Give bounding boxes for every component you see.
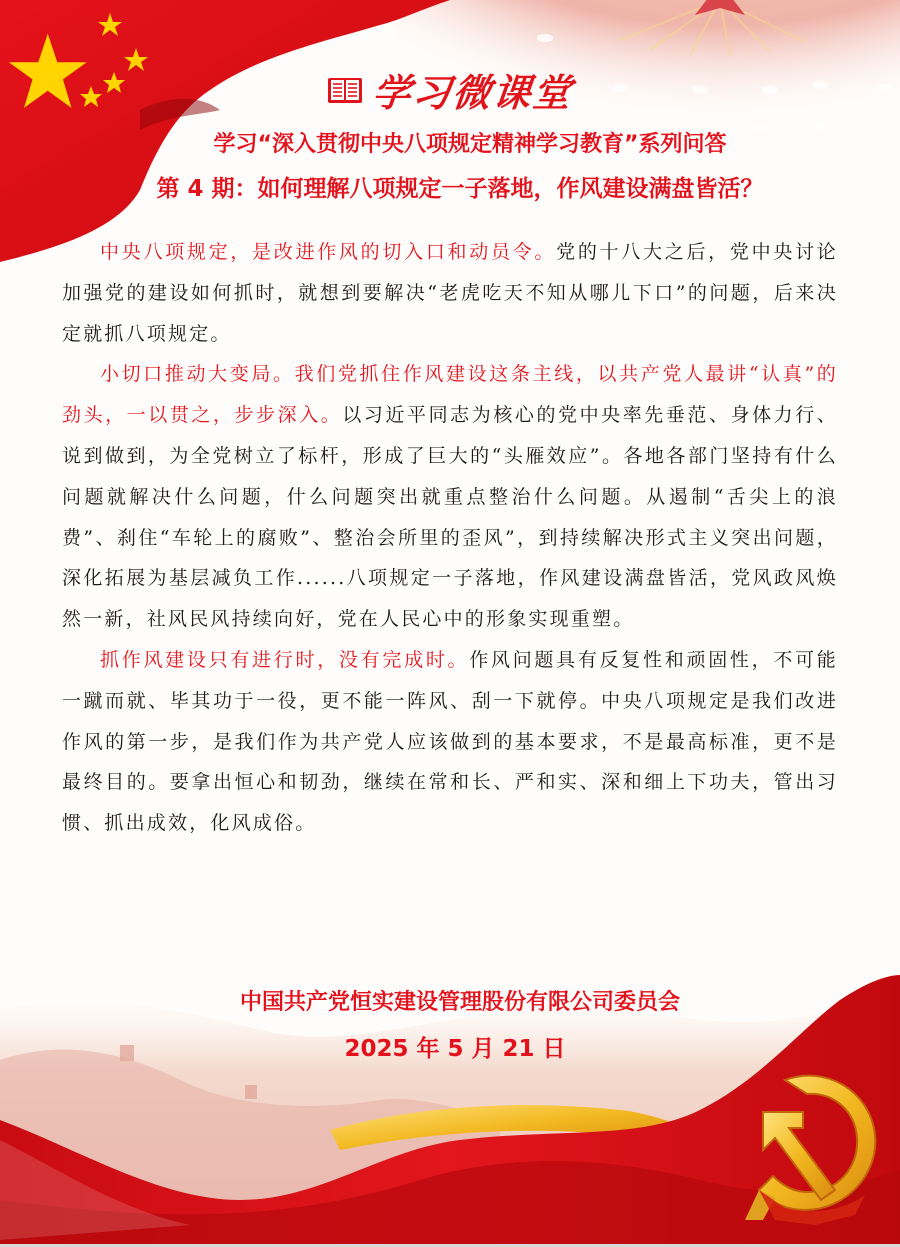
issue-title: 第 4 期：如何理解八项规定一子落地，作风建设满盘皆活？ [156, 176, 764, 202]
paragraph-3-highlight: 抓作风建设只有进行时，没有完成时。 [100, 648, 470, 671]
paragraph-2-text: 以习近平同志为核心的党中央率先垂范、身体力行、说到做到，为全党树立了标杆，形成了巨大的“头雁效应”。各地各部门坚持有什么问题就解决什么问题，什么问题突出就重点整治什么问题。从遏制“舌尖上的浪费”、刹住“车轮上的腐败”、整治会所里的歪风”，到持续解决形式主义突出问题，深化拓展为基层减负工作......八项规定一子落地，作风建设满盘皆活，党风政风焕然一新，社风民风持续向好，党在人民心中的形象实现重塑。 [62, 404, 838, 631]
paragraph-1-text: 党的十八大之后，党中央讨论加强党的建设如何抓时，就想到要解决“老虎吃天不知从哪儿下口”的问题，后来决定就抓八项规定。 [62, 241, 838, 345]
paragraph-2-highlight: 小切口推动大变局。我们党抓住作风建设这条主线，以共产党人最讲“认真”的劲头，一以贯之，步步深入。 [62, 363, 838, 427]
open-book-icon [327, 75, 363, 105]
article-body [62, 232, 838, 844]
paragraph-1-highlight: 中央八项规定，是改进作风的切入口和动员令。 [100, 241, 557, 263]
organization-signature: 中国共产党恒实建设管理股份有限公司委员会 [239, 990, 680, 1015]
brand-title: 学习微课堂 [370, 70, 576, 115]
publish-date: 2025 年 5 月 21 日 [344, 1036, 566, 1062]
brand-header [0, 62, 900, 117]
paragraph-2 [62, 354, 838, 640]
paragraph-3 [62, 640, 838, 844]
paragraph-1 [62, 232, 838, 354]
paragraph-3-text: 作风问题具有反复性和顽固性，不可能一蹴而就、毕其功于一役，更不能一阵风、刮一下就停。中央八项规定是我们改进作风的第一步，是我们作为共产党人应该做到的基本要求，不是最高标准，更不是最终目的。要拿出恒心和韧劲，继续在常和长、严和实、深和细上下功夫，管出习惯、抓出成效，化风成俗。 [62, 648, 839, 835]
series-subtitle: 学习“深入贯彻中央八项规定精神学习教育”系列问答 [213, 132, 727, 157]
